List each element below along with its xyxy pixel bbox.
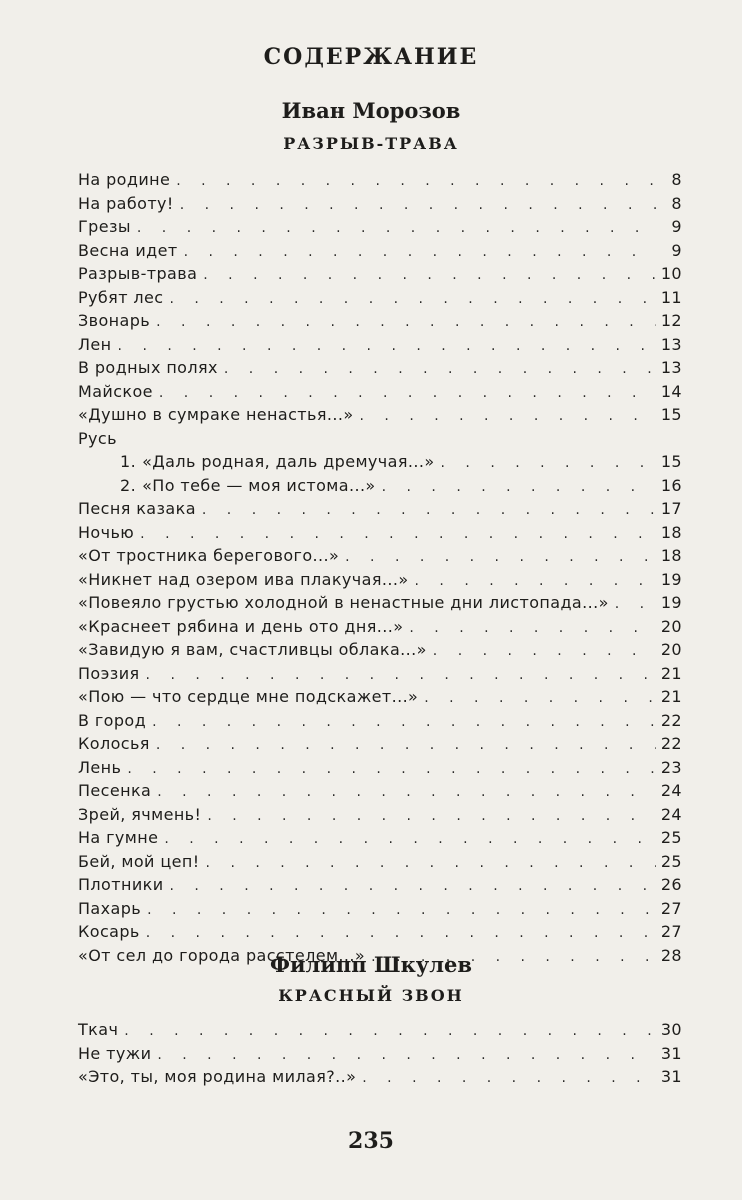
- toc-entry-page: 19: [660, 593, 682, 612]
- toc-entry-page: 20: [660, 616, 682, 636]
- dot-leader: [156, 311, 656, 335]
- toc-entry-title: Зрей, ячмень!: [78, 804, 202, 824]
- toc-entry: [78, 497, 682, 521]
- toc-entry-title: «Завидую я вам, счастливцы облака...»: [78, 640, 427, 659]
- toc-entry-page: 18: [660, 546, 682, 565]
- toc-entry-page: 31: [660, 1043, 682, 1063]
- dot-leader: [146, 664, 656, 688]
- dot-leader: [152, 711, 656, 735]
- toc-entry: [78, 873, 682, 897]
- dot-leader: [224, 358, 656, 382]
- toc-entry-title: «Повеяло грустью холодной в ненастные дни листопада...»: [78, 593, 609, 612]
- dot-leader: [360, 405, 656, 429]
- toc-entry-page: 21: [660, 687, 682, 706]
- toc-entry-title: «Это, ты, моя родина милая?..»: [78, 1067, 357, 1086]
- toc-entry: [78, 215, 682, 239]
- toc-entry-title: Колосья: [78, 734, 150, 753]
- toc-entry-page: 24: [660, 781, 682, 800]
- toc-entry: [78, 1042, 682, 1066]
- dot-leader: [180, 194, 656, 218]
- toc-entry: [78, 356, 682, 380]
- toc-entry: [78, 732, 682, 756]
- dot-leader: [203, 264, 656, 288]
- toc-entry-page: 9: [671, 240, 682, 260]
- dot-leader: [424, 687, 656, 711]
- toc-entry: [78, 591, 682, 615]
- dot-leader: [170, 875, 657, 899]
- toc-entry-title: Разрыв-трава: [78, 264, 198, 283]
- toc-entry-page: 25: [660, 828, 682, 847]
- toc-entry-title: Звонарь: [78, 311, 151, 330]
- toc-entry-title: Косарь: [78, 922, 140, 941]
- toc-entry: [78, 920, 682, 944]
- toc-entry-page: 23: [660, 757, 682, 777]
- toc-entry-title: В город: [78, 710, 147, 730]
- dot-leader: [207, 805, 656, 829]
- dot-leader: [169, 288, 656, 312]
- toc-entry: [78, 168, 682, 192]
- dot-leader: [159, 382, 656, 406]
- toc-entry-title: Ночью: [78, 522, 135, 542]
- toc-entry: [78, 897, 682, 921]
- toc-entry: [78, 380, 682, 404]
- toc-entry-page: 11: [660, 287, 682, 307]
- dot-leader: [345, 546, 656, 570]
- toc-entry: [78, 756, 682, 780]
- toc-entry: [78, 850, 682, 874]
- toc-entry-page: 26: [660, 875, 682, 894]
- toc-entry-title: Пахарь: [78, 898, 142, 918]
- toc-entry-title: «Даль родная, даль дремучая...»: [142, 452, 435, 471]
- toc-entry-page: 15: [660, 452, 682, 471]
- dot-leader: [441, 452, 656, 476]
- toc-entry: [78, 638, 682, 662]
- toc-entry-page: 10: [660, 264, 682, 283]
- toc-entry: [78, 709, 682, 733]
- dot-leader: [415, 570, 656, 594]
- dot-leader: [118, 335, 656, 359]
- toc-entry-page: 13: [660, 334, 682, 354]
- dot-leader: [176, 170, 656, 194]
- toc-entry: [78, 685, 682, 709]
- dot-leader: [206, 852, 656, 876]
- toc-entry: [78, 615, 682, 639]
- section-2-toc: [78, 1018, 682, 1089]
- toc-entry: [78, 568, 682, 592]
- toc-entry: [78, 779, 682, 803]
- dot-leader: [140, 523, 656, 547]
- toc-entry-title: «Пою — что сердце мне подскажет...»: [78, 687, 419, 706]
- toc-entry: [78, 286, 682, 310]
- toc-entry-title: Весна идет: [78, 240, 178, 260]
- toc-entry: [78, 1018, 682, 1042]
- toc-entry-page: 16: [660, 475, 682, 495]
- toc-entry: [78, 403, 682, 427]
- toc-entry-title: На работу!: [78, 193, 174, 213]
- toc-entry-page: 28: [660, 945, 682, 965]
- toc-entry: [78, 474, 682, 498]
- toc-entry: [78, 544, 682, 568]
- toc-entry-title: «От сел до города расстелем...»: [78, 945, 366, 965]
- toc-entry-title: Песня казака: [78, 499, 196, 518]
- dot-leader: [164, 828, 656, 852]
- dot-leader: [157, 1044, 656, 1068]
- toc-entry-title: «От тростника берегового...»: [78, 546, 340, 565]
- toc-entry-title: Майское: [78, 381, 153, 401]
- toc-entry-page: 8: [671, 170, 682, 189]
- dot-leader: [127, 758, 656, 782]
- toc-entry: [78, 826, 682, 850]
- toc-entry-page: 22: [660, 734, 682, 753]
- toc-entry-page: 24: [660, 804, 682, 824]
- toc-entry-title: Песенка: [78, 781, 152, 800]
- toc-entry-title: Грезы: [78, 217, 131, 236]
- toc-entry: [78, 309, 682, 333]
- toc-entry-page: 14: [660, 381, 682, 401]
- toc-entry-number: 1.: [120, 452, 137, 471]
- toc-entry-title: Рубят лес: [78, 287, 164, 307]
- section-1-toc: [78, 168, 682, 967]
- toc-entry: [78, 262, 682, 286]
- toc-entry-page: 19: [660, 569, 682, 589]
- dot-leader: [124, 1020, 656, 1044]
- section-1-author: Иван Морозов: [281, 98, 461, 123]
- page-number: 235: [348, 1128, 394, 1154]
- toc-entry-title: Поэзия: [78, 663, 140, 683]
- toc-entry-page: 21: [660, 663, 682, 683]
- dot-leader: [156, 734, 656, 758]
- toc-entry-title: «По тебе — моя истома...»: [142, 475, 376, 495]
- toc-entry: [78, 450, 682, 474]
- toc-entry: [78, 427, 682, 451]
- dot-leader: [409, 617, 656, 641]
- toc-entry-title: На гумне: [78, 828, 159, 847]
- toc-entry-page: 18: [660, 522, 682, 542]
- toc-entry-title: Бей, мой цеп!: [78, 851, 200, 871]
- dot-leader: [137, 217, 656, 241]
- toc-entry-page: 31: [660, 1067, 682, 1086]
- dot-leader: [382, 476, 656, 500]
- page-title: СОДЕРЖАНИЕ: [263, 44, 479, 70]
- toc-entry-title: Не тужи: [78, 1043, 152, 1063]
- toc-entry-page: 8: [671, 193, 682, 213]
- toc-entry: [78, 239, 682, 263]
- toc-entry-title: На родине: [78, 170, 171, 189]
- toc-entry-page: 27: [660, 922, 682, 941]
- toc-entry-number: 2.: [120, 475, 137, 495]
- toc-entry-page: 25: [660, 851, 682, 871]
- toc-entry-title: «Душно в сумраке ненастья...»: [78, 405, 354, 424]
- dot-leader: [157, 781, 656, 805]
- section-2-author: Филипп Шкулев: [270, 952, 472, 977]
- toc-entry: [78, 333, 682, 357]
- toc-entry: [78, 1065, 682, 1089]
- toc-entry: [78, 192, 682, 216]
- section-1-collection: РАЗРЫВ-ТРАВА: [283, 134, 459, 153]
- toc-entry-title: «Краснеет рябина и день ото дня...»: [78, 616, 404, 636]
- toc-entry-page: 22: [660, 710, 682, 730]
- toc-entry-page: 27: [660, 898, 682, 918]
- toc-entry-page: 13: [660, 358, 682, 377]
- dot-leader: [184, 241, 656, 265]
- toc-entry-page: 9: [671, 217, 682, 236]
- toc-entry-title: Плотники: [78, 875, 164, 894]
- dot-leader: [147, 899, 656, 923]
- toc-entry-title: «Никнет над озером ива плакучая...»: [78, 569, 409, 589]
- dot-leader: [202, 499, 656, 523]
- dot-leader: [615, 593, 656, 617]
- toc-entry-title: Лень: [78, 757, 122, 777]
- toc-entry: [78, 662, 682, 686]
- section-2-collection: КРАСНЫЙ ЗВОН: [278, 986, 464, 1005]
- dot-leader: [146, 922, 656, 946]
- toc-entry-page: 30: [660, 1020, 682, 1039]
- dot-leader: [433, 640, 656, 664]
- dot-leader: [362, 1067, 656, 1091]
- toc-entry-title: Русь: [78, 428, 117, 448]
- toc-entry-page: 12: [660, 311, 682, 330]
- toc-entry-title: Ткач: [78, 1020, 119, 1039]
- toc-entry-page: 20: [660, 640, 682, 659]
- toc-entry-title: Лен: [78, 334, 112, 354]
- toc-entry-page: 17: [660, 499, 682, 518]
- toc-entry-page: 15: [660, 405, 682, 424]
- toc-entry: [78, 521, 682, 545]
- toc-entry-title: В родных полях: [78, 358, 218, 377]
- toc-entry: [78, 803, 682, 827]
